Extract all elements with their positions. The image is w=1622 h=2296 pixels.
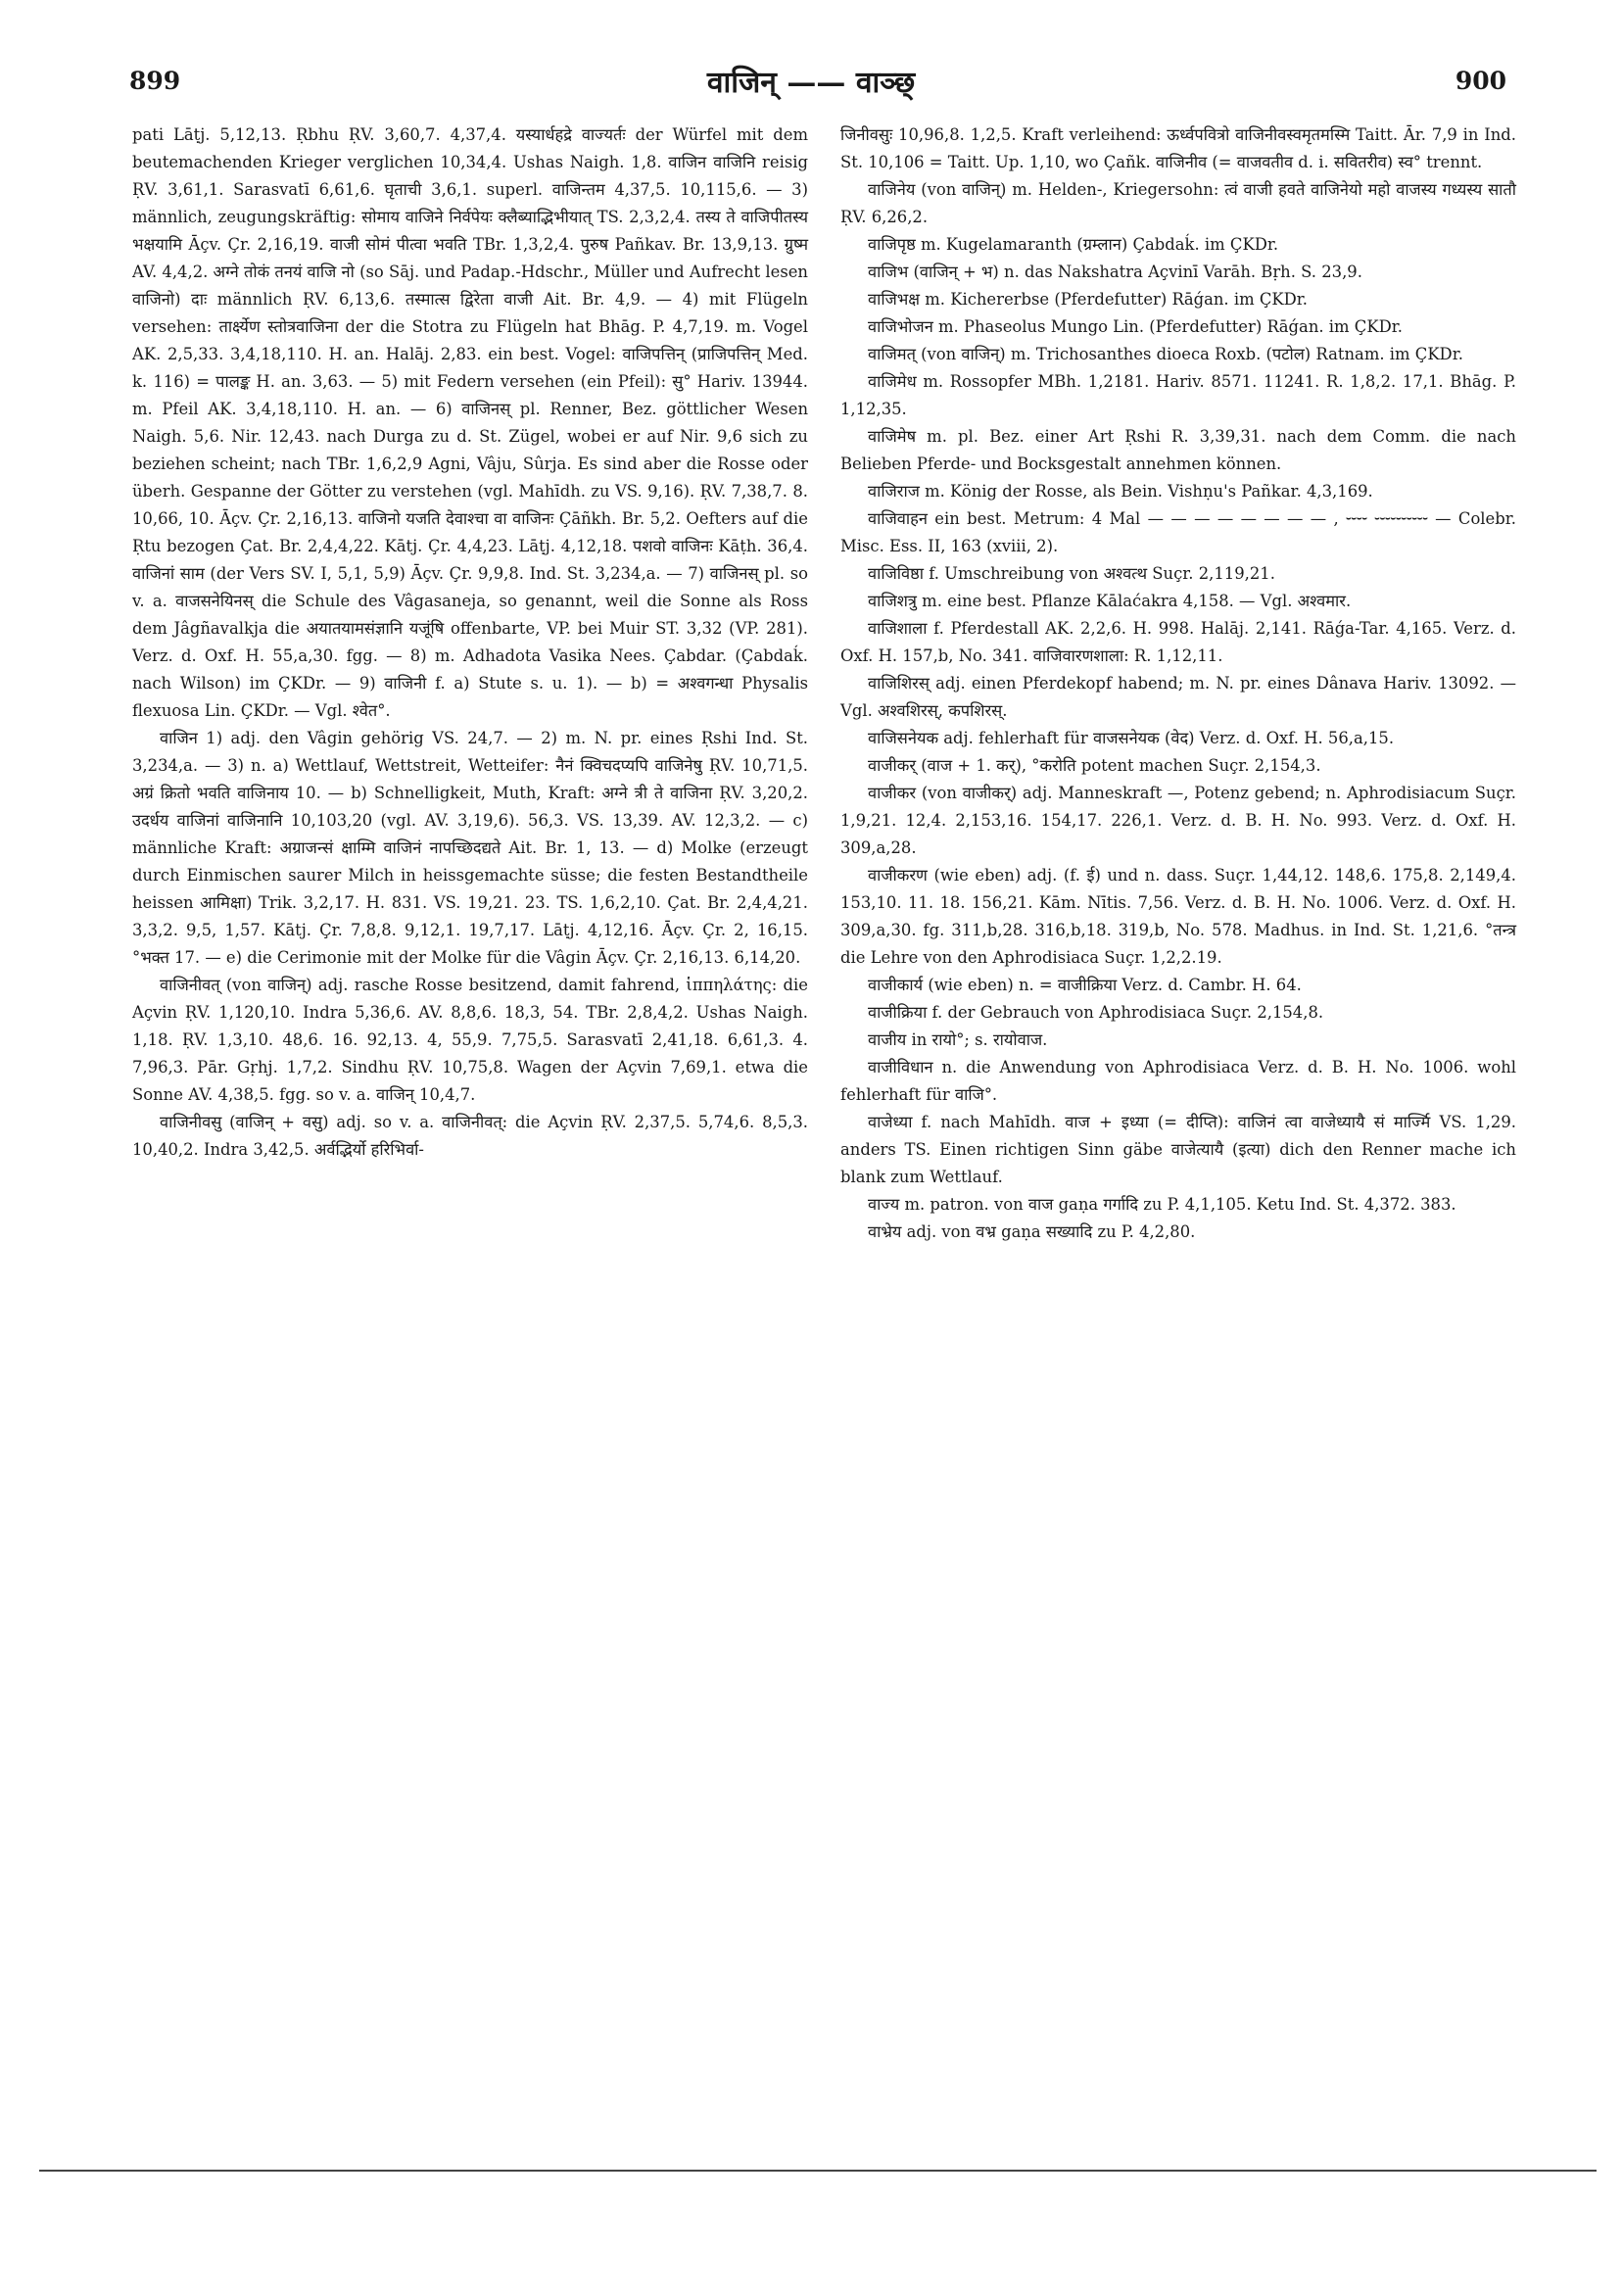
dictionary-entry: वाजिनीवसु (वाजिन् + वसु) adj. so v. a. वाजिनीवत्: die Açvin ṚV. 2,37,5. 5,74,6. 8,5,3. 10,40,2. Indra 3,42,5. अर्वद्भिर्यो हरिभिर्वा- <box>132 1113 808 1159</box>
dictionary-entry: वाजीकर (von वाजीकर्) adj. Manneskraft —, Potenz gebend; n. Aphrodisiacum Suçr. 1,9,21. 12,4. 2,153,16. 154,17. 226,1. Verz. d. B. H. No. 993. Verz. d. Oxf. H. 309,a,28. <box>840 784 1516 857</box>
right-column <box>840 121 1516 1246</box>
dictionary-entry: वाज्य m. patron. von वाज gaṇa गर्गादि zu P. 4,1,105. Ketu Ind. St. 4,372. 383. <box>868 1195 1456 1214</box>
dictionary-entry: वाजिमेध m. Rossopfer MBh. 1,2181. Hariv. 8571. 11241. R. 1,8,2. 17,1. Bhāg. P. 1,12,35. <box>840 372 1516 418</box>
dictionary-entry: वाजिभक्ष m. Kichererbse (Pferdefutter) Rāǵan. im ÇKDr. <box>868 290 1308 309</box>
dictionary-entry: वाजिनेय (von वाजिन्) m. Helden-, Kriegersohn: त्वं वाजी हवते वाजिनेयो महो वाजस्य गध्यस्य सातौ ṚV. 6,26,2. <box>840 180 1516 226</box>
dictionary-entry: वाजिनीवत् (von वाजिन्) adj. rasche Rosse besitzend, damit fahrend, ἱππηλάτης: die Açvin ṚV. 1,120,10. Indra 5,36,6. AV. 8,8,6. 18,3, 54. TBr. 2,8,4,2. Ushas Naigh. 1,18. ṚV. 1,3,10. 48,6. 16. 92,13. 4, 55,9. 7,75,5. Sarasvatī 2,41,18. 6,61,3. 4. 7,96,3. Pār. Gṛhj. 1,7,2. Sindhu ṚV. 10,75,8. Wagen der Açvin 7,69,1. etwa die Sonne AV. 4,38,5. fgg. so v. a. वाजिन् 10,4,7. <box>132 976 808 1104</box>
entry-continuation: जिनीवसुः 10,96,8. 1,2,5. Kraft verleihend: ऊर्ध्वपवित्रो वाजिनीवस्वमृतमस्मि Taitt. Ār. 7,9 in Ind. St. 10,106 = Taitt. Up. 1,10, wo Çañk. वाजिनीव (= वाजवतीव d. i. सवितरीव) स्व° trennt. <box>840 125 1516 171</box>
dictionary-entry: वाजिराज m. König der Rosse, als Bein. Vishṇu's Pañkar. 4,3,169. <box>868 482 1373 501</box>
left-column <box>132 121 808 1164</box>
dictionary-entry: वाजेध्या f. nach Mahīdh. वाज + इध्या (= दीप्ति): वाजिनं त्वा वाजेध्यायै सं मार्ज्मि VS. 1,29. anders TS. Einen richtigen Sinn gäbe वाजेत्यायै (इत्या) dich den Renner mache ich blank zum Wettlauf. <box>840 1113 1516 1186</box>
dictionary-entry: वाजिशाला f. Pferdestall AK. 2,2,6. H. 998. Halāj. 2,141. Rāǵa-Tar. 4,165. Verz. d. Oxf. H. 157,b, No. 341. वाजिवारणशाला: R. 1,12,11. <box>840 619 1516 665</box>
dictionary-entry: वाजिभोजन m. Phaseolus Mungo Lin. (Pferdefutter) Rāǵan. im ÇKDr. <box>868 317 1403 336</box>
dictionary-entry: वाजीकार्य (wie eben) n. = वाजीक्रिया Verz. d. Cambr. H. 64. <box>868 976 1302 994</box>
dictionary-entry: वाजीक्रिया f. der Gebrauch von Aphrodisiaca Suçr. 2,154,8. <box>868 1003 1324 1022</box>
dictionary-entry: वाजिवाहन ein best. Metrum: 4 Mal — — — — — — — — , ⏑⏑⏑⏑ ⏑⏑⏑⏑⏑⏑⏑⏑⏑⏑ — Colebr. Misc. Ess. II, 163 (xviii, 2). <box>840 509 1516 555</box>
dictionary-entry: वाजिशत्रु m. eine best. Pflanze Kālaćakra 4,158. — Vgl. अश्वमार. <box>868 592 1352 610</box>
dictionary-entry: वाजिसनेयक adj. fehlerhaft für वाजसनेयक (वेद) Verz. d. Oxf. H. 56,a,15. <box>868 729 1395 747</box>
dictionary-entry: वाजिशिरस् adj. einen Pferdekopf habend; m. N. pr. eines Dânava Hariv. 13092. — Vgl. अश्वशिरस्, कपशिरस्. <box>840 674 1516 720</box>
dictionary-entry: वाजीविधान n. die Anwendung von Aphrodisiaca Verz. d. B. H. No. 1006. wohl fehlerhaft für वाजि°. <box>840 1058 1516 1104</box>
dictionary-entry: वाजीकरण (wie eben) adj. (f. ई) und n. dass. Suçr. 1,44,12. 148,6. 175,8. 2,149,4. 153,10. 11. 18. 156,21. Kām. Nītis. 7,56. Verz. d. B. H. No. 1006. Verz. d. Oxf. H. 309,a,30. fg. 311,b,28. 316,b,18. 319,b, No. 578. Madhus. in Ind. St. 1,21,6. °तन्त्र die Lehre von den Aphrodisiaca Suçr. 1,2,2.19. <box>840 866 1516 967</box>
running-headword: वाजिन् —— वाञ्छ् <box>706 66 916 100</box>
dictionary-entry: वाजिमत् (von वाजिन्) m. Trichosanthes dioeca Roxb. (पटोल) Ratnam. im ÇKDr. <box>868 345 1463 363</box>
dictionary-entry: वाजीय in रायो°; s. रायोवाज. <box>868 1030 1048 1049</box>
dictionary-entry: वाजीकर् (वाज + 1. कर्), °करोति potent machen Suçr. 2,154,3. <box>868 756 1321 775</box>
page-number-right: 900 <box>1455 67 1506 95</box>
dictionary-entry: वाभ्रेय adj. von वभ्र gaṇa सख्यादि zu P. 4,2,80. <box>868 1222 1196 1241</box>
dictionary-entry: वाजिपृष्ठ m. Kugelamaranth (ग्रम्लान) Çabdaḱ. im ÇKDr. <box>868 235 1279 254</box>
dictionary-entry: वाजिन 1) adj. den Vâgin gehörig VS. 24,7. — 2) m. N. pr. eines Ṛshi Ind. St. 3,234,a. — 3) n. a) Wettlauf, Wettstreit, Wetteifer: नैनं क्विचदप्यपि वाजिनेषु ṚV. 10,71,5. अग्रं क्रितो भवति वाजिनाय 10. — b) Schnelligkeit, Muth, Kraft: अग्ने त्री ते वाजिना ṚV. 3,20,2. उदर्धय वाजिनां वाजिनानि 10,103,20 (vgl. AV. 3,19,6). 56,3. VS. 13,39. AV. 12,3,2. — c) männliche Kraft: अग्राजन्सं क्षाम्मि वाजिनं नापच्छिदद्यते Ait. Br. 1, 13. — d) Molke (erzeugt durch Einmischen saurer Milch in heissgemachte süsse; die festen Bestandtheile heissen आमिक्षा) Trik. 3,2,17. H. 831. VS. 19,21. 23. TS. 1,6,2,10. Çat. Br. 2,4,4,21. 3,3,2. 9,5, 1,57. Kātj. Çr. 7,8,8. 9,12,1. 19,7,17. Lāṭj. 4,12,16. Āçv. Çr. 2, 16,15. °भक्त 17. — e) die Cerimonie mit der Molke für die Vâgin Āçv. Çr. 2,16,13. 6,14,20. <box>132 729 808 967</box>
entry-continuation: pati Lāṭj. 5,12,13. Ṛbhu ṚV. 3,60,7. 4,37,4. यस्यार्धहद्रे वाज्यर्तः der Würfel mit dem beutemachenden Krieger verglichen 10,34,4. Ushas Naigh. 1,8. वाजिन वाजिनि reisig ṚV. 3,61,1. Sarasvatī 6,61,6. घृताची 3,6,1. superl. वाजिन्तम 4,37,5. 10,115,6. — 3) männlich, zeugungskräftig: सोमाय वाजिने निर्वपेयः क्लैब्याद्भिभीयात् TS. 2,3,2,4. तस्य ते वाजिपीतस्य भक्षयामि Āçv. Çr. 2,16,19. वाजी सोमं पीत्वा भवति TBr. 1,3,2,4. पुरुष Pañkav. Br. 13,9,13. ग्रुष्म AV. 4,4,2. अग्ने तोकं तनयं वाजि नो (so Sāj. und Padap.-Hdschr., Müller und Aufrecht lesen वाजिनो) दाः männlich ṚV. 6,13,6. तस्मात्स द्विरेता वाजी Ait. Br. 4,9. — 4) mit Flügeln versehen: तार्क्ष्येण स्तोत्रवाजिना der die Stotra zu Flügeln hat Bhāg. P. 4,7,19. m. Vogel AK. 2,5,33. 3,4,18,110. H. an. Halāj. 2,83. ein best. Vogel: वाजिपत्तिन् (प्राजिपत्तिन् Med. k. 116) = पालङ्क H. an. 3,63. — 5) mit Federn versehen (ein Pfeil): सु° Hariv. 13944. m. Pfeil AK. 3,4,18,110. H. an. — 6) वाजिनस् pl. Renner, Bez. göttlicher Wesen Naigh. 5,6. Nir. 12,43. nach Durga zu d. St. Zügel, wobei er auf Nir. 9,6 sich zu beziehen scheint; nach TBr. 1,6,2,9 Agni, Vâju, Sûrja. Es sind aber die Rosse oder überh. Gespanne der Götter zu verstehen (vgl. Mahīdh. zu VS. 9,16). ṚV. 7,38,7. 8. 10,66, 10. Āçv. Çr. 2,16,13. वाजिनो यजति देवाश्चा वा वाजिनः Çāñkh. Br. 5,2. Oefters auf die Ṛtu bezogen Çat. Br. 2,4,4,22. Kātj. Çr. 4,4,23. Lāṭj. 4,12,18. पशवो वाजिनः Kāṭh. 36,4. वाजिनां साम (der Vers SV. I, 5,1, 5,9) Āçv. Çr. 9,9,8. Ind. St. 3,234,a. — 7) वाजिनस् pl. so v. a. वाजसनेयिनस् die Schule des Vâgasaneja, so genannt, weil die Sonne als Ross dem Jâgñavalkja die अयातयामसंज्ञानि यजूंषि offenbarte, VP. bei Muir ST. 3,32 (VP. 281). Verz. d. Oxf. H. 55,a,30. fgg. — 8) m. Adhadota Vasika Nees. Çabdar. (Çabdaḱ. nach Wilson) im ÇKDr. — 9) वाजिनी f. a) Stute s. u. 1). — b) = अश्वगन्धा Physalis flexuosa Lin. ÇKDr. — Vgl. श्वेत°. <box>132 125 808 720</box>
page-number-left: 899 <box>129 67 181 95</box>
dictionary-entry: वाजिमेष m. pl. Bez. einer Art Ṛshi R. 3,39,31. nach dem Comm. die nach Belieben Pferde- und Bocksgestalt annehmen können. <box>840 427 1516 473</box>
dictionary-entry: वाजिभ (वाजिन् + भ) n. das Nakshatra Açvinī Varāh. Bṛh. S. 23,9. <box>868 263 1362 281</box>
dictionary-entry: वाजिविष्ठा f. Umschreibung von अश्वत्थ Suçr. 2,119,21. <box>868 564 1275 583</box>
bottom-rule <box>39 2170 1597 2172</box>
